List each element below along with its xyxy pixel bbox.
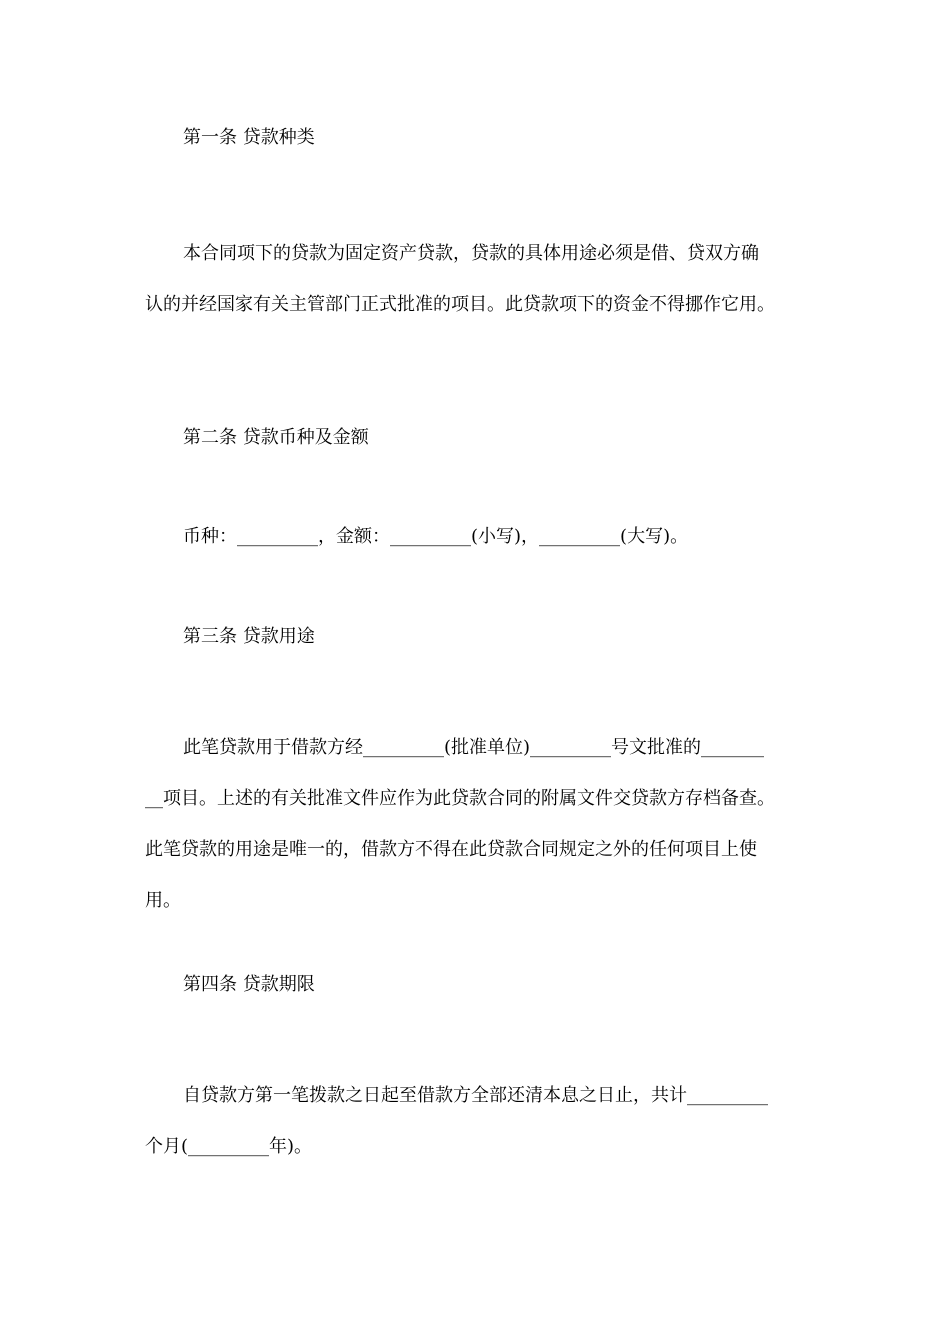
article-3-line-4: 用。 [145,890,181,911]
article-3-body [145,722,775,926]
article-2-heading: 第二条 贷款币种及金额 [183,427,369,448]
article-1-line-2: 认的并经国家有关主管部门正式批准的项目。此贷款项下的资金不得挪作它用。 [145,294,775,315]
article-2-line-1: 币种：_________，金额：_________(小写)，_________(大写)。 [183,526,689,547]
article-4-body [145,1070,768,1172]
article-4-line-2: 个月(_________年)。 [145,1136,313,1157]
article-3-line-1: 此笔贷款用于借款方经_________(批准单位)_________号文批准的_______ [183,737,765,758]
article-4-line-1: 自贷款方第一笔拨款之日起至借款方全部还清本息之日止，共计_________ [183,1085,768,1106]
article-1-heading: 第一条 贷款种类 [183,127,315,148]
article-1-body [145,228,775,330]
article-3-line-3: 此笔贷款的用途是唯一的，借款方不得在此贷款合同规定之外的任何项目上使 [145,839,757,860]
article-3-line-2: __项目。上述的有关批准文件应作为此贷款合同的附属文件交贷款方存档备查。 [145,788,775,809]
article-2-body [145,524,688,550]
article-1-line-1: 本合同项下的贷款为固定资产贷款，贷款的具体用途必须是借、贷双方确 [183,243,759,264]
article-3-heading: 第三条 贷款用途 [183,626,315,647]
article-4-heading: 第四条 贷款期限 [183,974,315,995]
